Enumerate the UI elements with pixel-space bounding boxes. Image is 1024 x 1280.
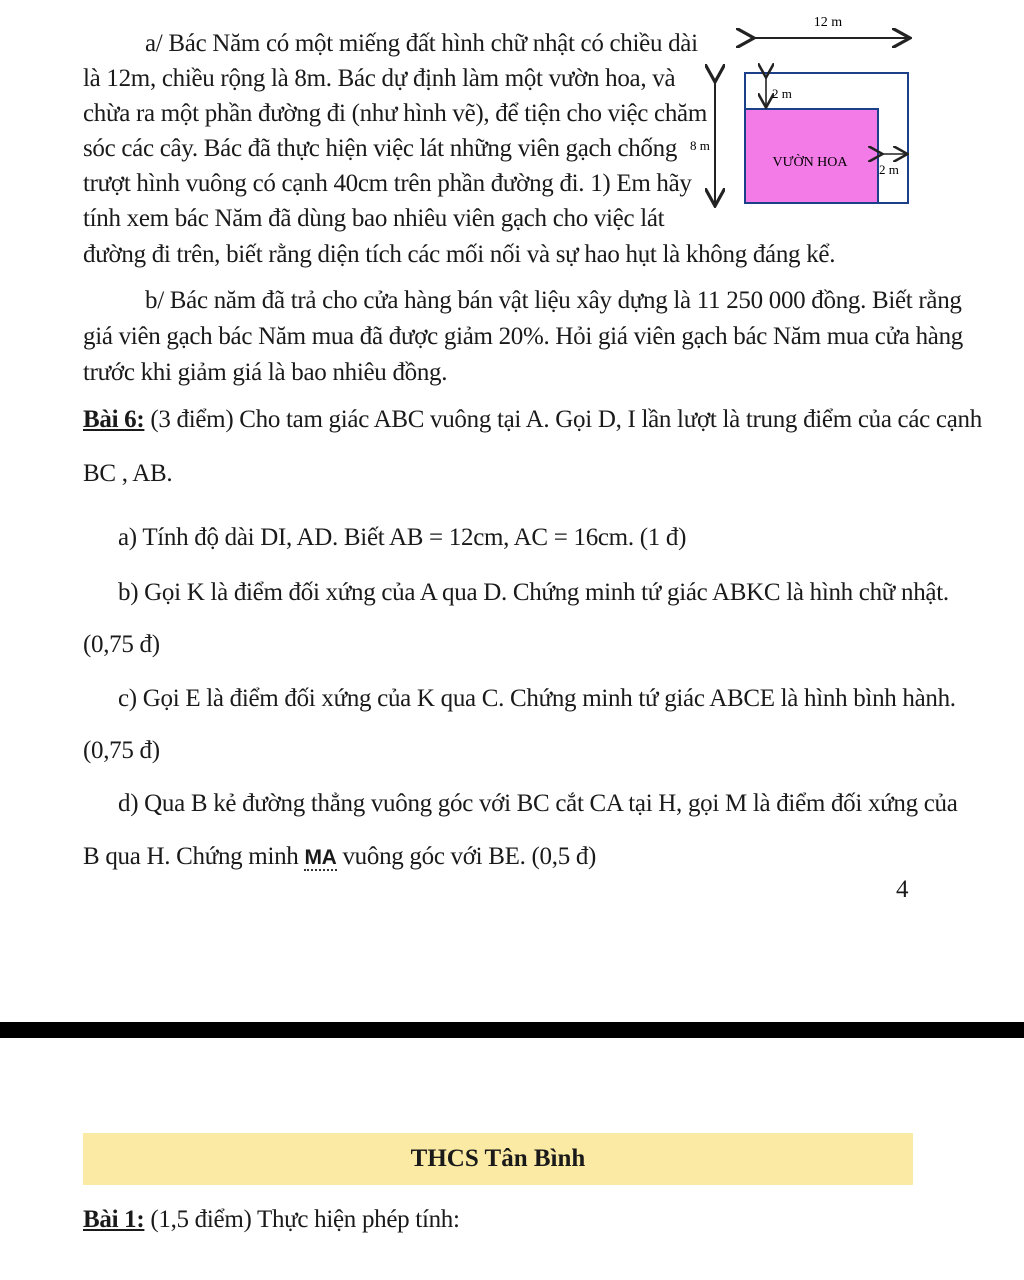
- bai6-intro-line-2: BC , AB.: [83, 460, 173, 487]
- part-a-line-5: trượt hình vuông có cạnh 40cm trên phần đường đi. 1) Em hãy: [83, 170, 692, 197]
- page-number: 4: [896, 876, 909, 903]
- part-a-line-1: a/ Bác Năm có một miếng đất hình chữ nhật có chiều dài: [145, 30, 698, 57]
- garden-figure: [680, 8, 920, 228]
- bai6-intro-text: (3 điểm) Cho tam giác ABC vuông tại A. Gọi D, I lần lượt là trung điểm của các cạnh: [144, 406, 982, 433]
- bai6-question-d-line-2: [83, 839, 596, 875]
- cut-off-header: [145, 0, 345, 4]
- bai6-title: Bài 6:: [83, 406, 145, 433]
- d-line2-post: vuông góc với BE. (0,5 đ): [336, 843, 597, 870]
- right-gap-label: 2 m: [879, 162, 899, 177]
- bai6-question-d-line-1: d) Qua B kẻ đường thẳng vuông góc với BC cắt CA tại H, gọi M là điểm đối xứng của: [118, 790, 958, 817]
- bai6-question-c-line-2: (0,75 đ): [83, 737, 160, 764]
- ma-handwritten: MA: [304, 846, 337, 869]
- part-b-line-2: giá viên gạch bác Năm mua đã được giảm 20%. Hỏi giá viên gạch bác Năm mua cửa hàng: [83, 323, 963, 350]
- bai1-title: Bài 1:: [83, 1206, 145, 1233]
- d-line2-pre: B qua H. Chứng minh: [83, 843, 305, 870]
- page-divider: [0, 1022, 1024, 1038]
- part-a-line-2: là 12m, chiều rộng là 8m. Bác dự định làm một vườn hoa, và: [83, 65, 676, 92]
- bai6-question-b-line-2: (0,75 đ): [83, 631, 160, 658]
- garden-label: VƯỜN HOA: [772, 155, 848, 170]
- part-b-line-1: b/ Bác năm đã trả cho cửa hàng bán vật liệu xây dựng là 11 250 000 đồng. Biết rằng: [145, 287, 962, 314]
- bai6-question-b-line-1: b) Gọi K là điểm đối xứng của A qua D. Chứng minh tứ giác ABKC là hình chữ nhật.: [118, 579, 949, 606]
- width-label: 12 m: [813, 15, 843, 30]
- part-a-line-6: tính xem bác Năm đã dùng bao nhiêu viên gạch cho việc lát: [83, 205, 665, 232]
- part-a-line-4: sóc các cây. Bác đã thực hiện việc lát những viên gạch chống: [83, 135, 678, 162]
- bai6-intro-line-1: [83, 402, 982, 437]
- top-gap-label: 2 m: [772, 86, 792, 101]
- part-a-line-7: đường đi trên, biết rằng diện tích các mối nối và sự hao hụt là không đáng kể.: [83, 241, 836, 268]
- bai1-text: (1,5 điểm) Thực hiện phép tính:: [144, 1206, 460, 1233]
- bai1-line: [83, 1202, 460, 1237]
- height-label: 8 m: [690, 138, 710, 153]
- school-title: THCS Tân Bình: [410, 1145, 586, 1172]
- part-a-line-3: chừa ra một phần đường đi (như hình vẽ), để tiện cho việc chăm: [83, 100, 707, 127]
- bai6-question-c-line-1: c) Gọi E là điểm đối xứng của K qua C. Chứng minh tứ giác ABCE là hình bình hành.: [118, 685, 956, 712]
- bai6-question-a: a) Tính độ dài DI, AD. Biết AB = 12cm, AC = 16cm. (1 đ): [118, 524, 687, 551]
- school-banner: [83, 1133, 913, 1185]
- part-b-line-3: trước khi giảm giá là bao nhiêu đồng.: [83, 359, 448, 386]
